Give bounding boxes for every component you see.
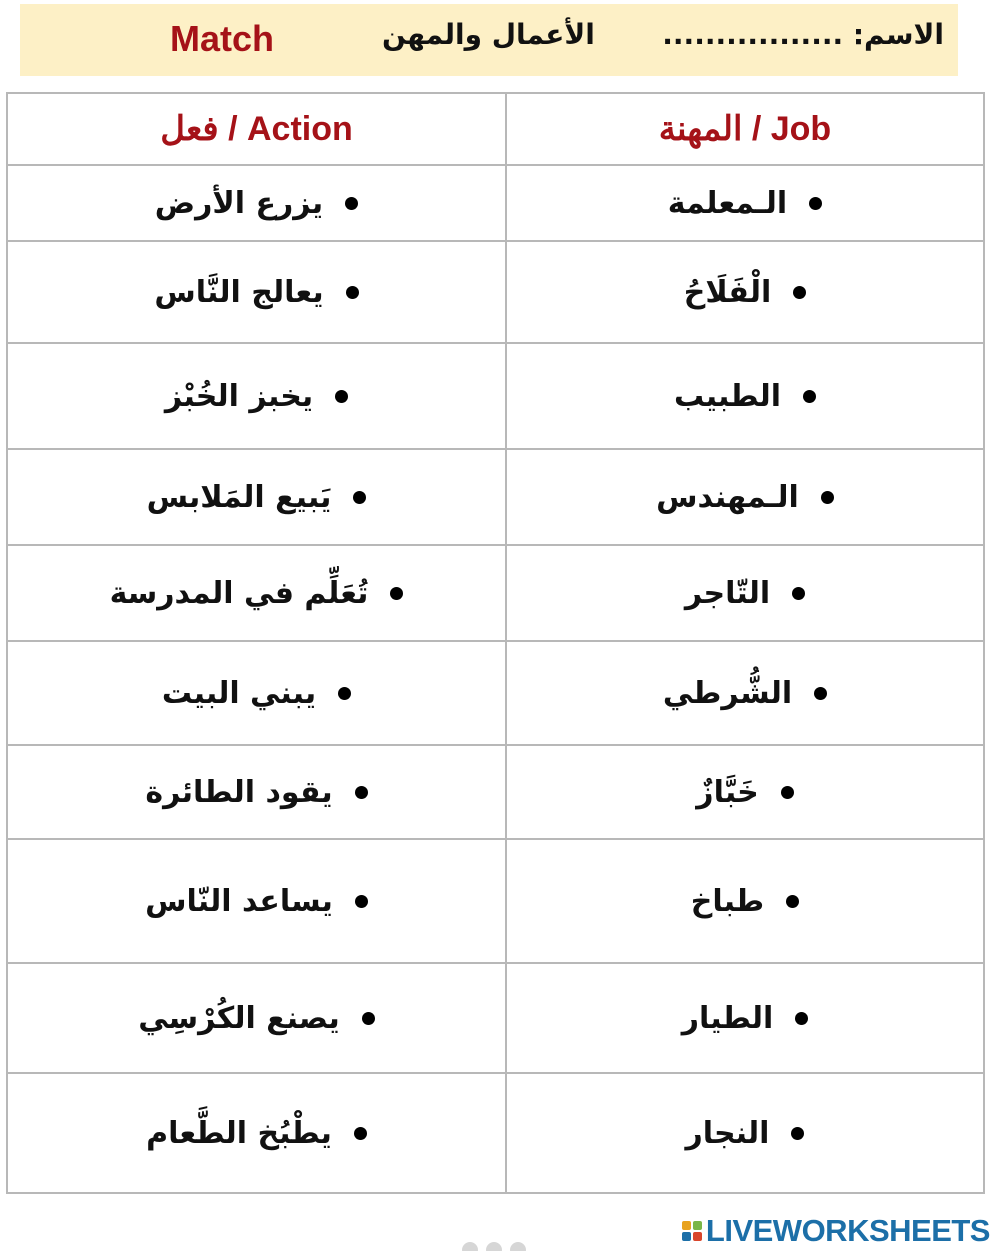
match-title: Match <box>170 18 275 59</box>
job-text: الـمهندس <box>656 479 799 515</box>
action-cell[interactable] <box>7 963 506 1073</box>
job-cell[interactable] <box>506 839 984 963</box>
action-text: تُعَلِّم في المدرسة <box>109 575 369 611</box>
table-row <box>7 449 984 545</box>
worksheet-header <box>20 4 958 76</box>
table-row <box>7 963 984 1073</box>
job-item <box>656 480 834 515</box>
table-row <box>7 1073 984 1193</box>
table-row <box>7 839 984 963</box>
job-item <box>684 275 807 310</box>
match-dot-icon[interactable] <box>335 390 348 403</box>
match-dot-icon[interactable] <box>786 895 799 908</box>
page-dot <box>486 1242 502 1251</box>
job-cell[interactable] <box>506 1073 984 1193</box>
job-item <box>696 775 793 810</box>
job-column-header: المهنة / Job <box>506 93 984 165</box>
action-text: يخبز الخُبْز <box>164 378 314 414</box>
match-dot-icon[interactable] <box>795 1012 808 1025</box>
liveworksheets-logo-icon <box>682 1221 702 1241</box>
matching-table <box>6 92 985 1194</box>
match-dot-icon[interactable] <box>390 587 403 600</box>
action-text: يعالج النَّاس <box>154 274 324 310</box>
action-cell[interactable] <box>7 745 506 839</box>
action-cell[interactable] <box>7 839 506 963</box>
name-field[interactable]: الاسم: ................. <box>662 18 944 51</box>
match-dot-icon[interactable] <box>355 895 368 908</box>
action-item <box>146 1116 367 1151</box>
action-text: يطْبُخ الطَّعام <box>146 1115 332 1151</box>
match-dot-icon[interactable] <box>345 197 358 210</box>
job-text: الـمعلمة <box>667 185 788 221</box>
action-item <box>138 1001 375 1036</box>
action-cell[interactable] <box>7 165 506 241</box>
action-item <box>165 379 348 414</box>
page-dot <box>462 1242 478 1251</box>
job-cell[interactable] <box>506 165 984 241</box>
job-text: النجار <box>685 1115 770 1151</box>
match-dot-icon[interactable] <box>803 390 816 403</box>
match-dot-icon[interactable] <box>793 286 806 299</box>
match-dot-icon[interactable] <box>814 687 827 700</box>
job-cell[interactable] <box>506 963 984 1073</box>
match-dot-icon[interactable] <box>346 286 359 299</box>
action-item <box>145 775 367 810</box>
action-cell[interactable] <box>7 241 506 343</box>
action-text: يَبيع المَلابس <box>146 479 332 515</box>
match-dot-icon[interactable] <box>354 1127 367 1140</box>
page-indicator <box>462 1242 526 1251</box>
action-text: يزرع الأرض <box>154 185 324 221</box>
job-text: طباخ <box>690 883 765 919</box>
job-item <box>686 1116 805 1151</box>
action-text: يبني البيت <box>161 675 317 711</box>
action-text: يقود الطائرة <box>145 774 333 810</box>
topic-title: الأعمال والمهن <box>382 18 595 51</box>
liveworksheets-logo <box>682 1214 990 1248</box>
match-dot-icon[interactable] <box>791 1127 804 1140</box>
action-cell[interactable] <box>7 1073 506 1193</box>
job-text: خَبَّازٌ <box>696 774 759 810</box>
job-text: التّاجر <box>684 575 771 611</box>
job-text: الطبيب <box>673 378 782 414</box>
table-row <box>7 641 984 745</box>
table-row <box>7 241 984 343</box>
brand-text: LIVEWORKSHEETS <box>705 1213 990 1248</box>
table-row <box>7 165 984 241</box>
table-row <box>7 343 984 449</box>
page-dot <box>510 1242 526 1251</box>
action-text: يصنع الكُرْسِي <box>138 1000 340 1036</box>
action-item <box>147 480 367 515</box>
table-row <box>7 745 984 839</box>
job-item <box>674 379 816 414</box>
job-item <box>691 884 799 919</box>
action-cell[interactable] <box>7 343 506 449</box>
action-item <box>154 275 358 310</box>
match-dot-icon[interactable] <box>355 786 368 799</box>
match-dot-icon[interactable] <box>353 491 366 504</box>
match-dot-icon[interactable] <box>338 687 351 700</box>
job-text: الْفَلَاحُ <box>683 274 772 310</box>
job-item <box>663 676 827 711</box>
action-cell[interactable] <box>7 641 506 745</box>
action-item <box>155 186 358 221</box>
table-header-row <box>7 93 984 165</box>
job-text: الشُّرطي <box>662 675 793 711</box>
match-dot-icon[interactable] <box>362 1012 375 1025</box>
job-text: الطيار <box>681 1000 774 1036</box>
job-item <box>685 576 805 611</box>
action-item <box>110 576 404 611</box>
job-cell[interactable] <box>506 745 984 839</box>
match-dot-icon[interactable] <box>821 491 834 504</box>
job-cell[interactable] <box>506 241 984 343</box>
action-cell[interactable] <box>7 449 506 545</box>
action-text: يساعد النّاس <box>145 883 333 919</box>
action-cell[interactable] <box>7 545 506 641</box>
job-cell[interactable] <box>506 545 984 641</box>
job-item <box>682 1001 809 1036</box>
match-dot-icon[interactable] <box>792 587 805 600</box>
table-body <box>7 165 984 1193</box>
job-cell[interactable] <box>506 343 984 449</box>
table-row <box>7 545 984 641</box>
job-cell[interactable] <box>506 449 984 545</box>
match-dot-icon[interactable] <box>809 197 822 210</box>
action-item <box>162 676 351 711</box>
action-item <box>145 884 368 919</box>
job-cell[interactable] <box>506 641 984 745</box>
match-dot-icon[interactable] <box>781 786 794 799</box>
action-column-header: فعل / Action <box>7 93 506 165</box>
job-item <box>668 186 822 221</box>
